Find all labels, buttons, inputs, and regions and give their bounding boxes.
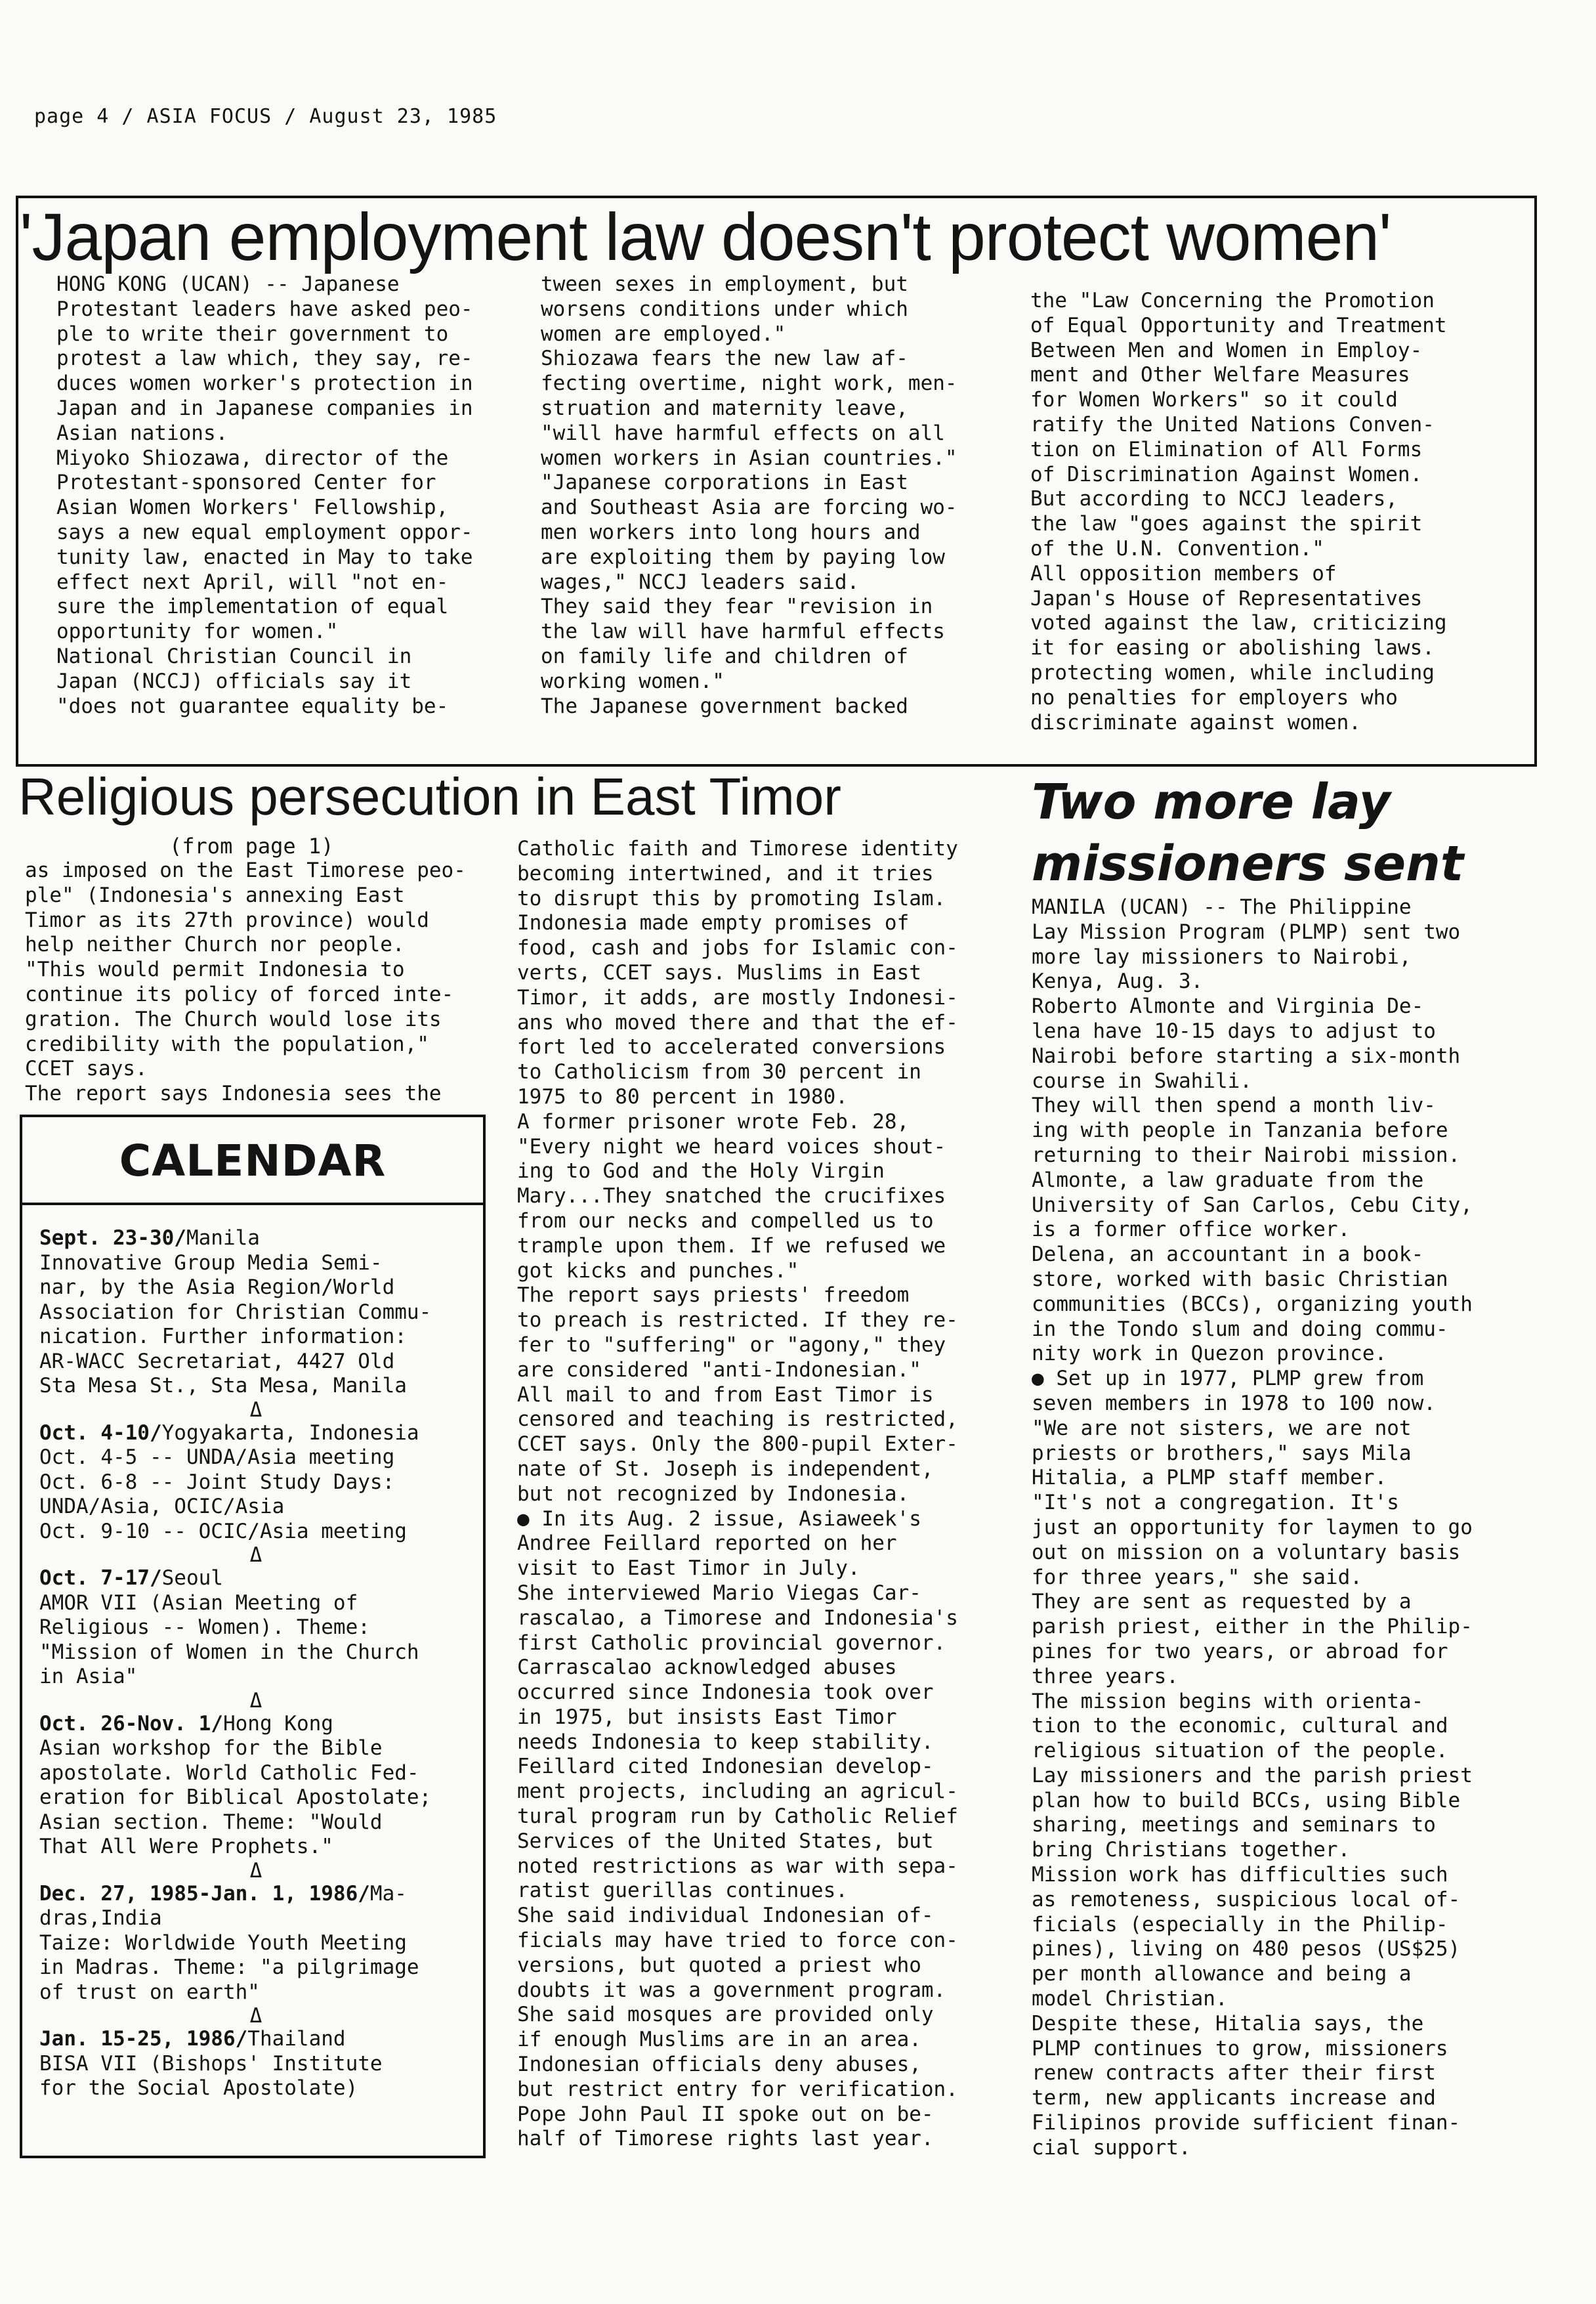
japan-article-headline: 'Japan employment law doesn't protect women' xyxy=(20,200,1391,274)
calendar-entry-date: Oct. 4-10/ xyxy=(39,1420,162,1445)
japan-article-column-1: HONG KONG (UCAN) -- Japanese Protestant leaders have asked peo- ple to write their government to protest a law which, they say, re- duces women worker's protection in Japan and in Japanese companies in Asian nations. Miyoko Shiozawa, director of the Protestant-sponsored Center for Asian Women Workers' Fellowship, says a new equal employment oppor- tunity law, enacted in May to take effect next April, will "not en- sure the implementation of equal opportunity for women." National Christian Council in Japan (NCCJ) officials say it "does not guarantee equality be- xyxy=(56,272,473,718)
calendar-separator: Δ xyxy=(249,2004,262,2028)
calendar-entry xyxy=(39,1882,472,2005)
east-timor-column-2: Catholic faith and Timorese identity becoming intertwined, and it tries to disrupt this by promoting Islam. Indonesia made empty promises of food, cash and jobs for Islamic con- verts, CCET says. Muslims in East Timor, it adds, are mostly Indonesi- ans who moved there and that the ef- fort led to accelerated conversions to Catholicism from 30 percent in 1975 to 80 percent in 1980. A former prisoner wrote Feb. 28, "Every night we heard voices shout- ing to God and the Holy Virgin Mary...They snatched the crucifixes from our necks and compelled us to trample upon them. If we refused we got kicks and punches." The report says priests' freedom to preach is restricted. If they re- fer to "suffering" or "agony," they are considered "anti-Indonesian." All mail to and from East Timor is censored and teaching is restricted, CCET says. Only the 800-pupil Exter- nate of St. Joseph is independent, but not recognized by Indonesia. ● In its Aug. 2 issue, Asiaweek's Andree Feillard reported on her visit to East Timor in July. She interviewed Mario Viegas Car- rascalao, a Timorese and Indonesia's first Catholic provincial governor. Carrascalao acknowledged abuses occurred since Indonesia took over in 1975, but insists East Timor needs Indonesia to keep stability. Feillard cited Indonesian develop- ment projects, including an agricul- tural program run by Catholic Relief Services of the United States, but noted restrictions as war with sepa- ratist guerillas continues. She said individual Indonesian of- ficials may have tried to force con- versions, but quoted a priest who doubts it was a government program. She said mosques are provided only if enough Muslims are in an area. Indonesian officials deny abuses, but restrict entry for verification. Pope John Paul II spoke out on be- half of Timorese rights last year. xyxy=(517,837,958,2151)
calendar-entry-text: Innovative Group Media Semi- nar, by the Asia Region/World Association for Christian Commu- nication. Further information: AR-WACC Secretariat, 4427 Old Sta Mesa St., Sta Mesa, Manila xyxy=(39,1250,432,1397)
east-timor-headline: Religious persecution in East Timor xyxy=(18,767,841,826)
calendar-entry xyxy=(39,1566,472,1690)
calendar-entries xyxy=(39,1226,472,2101)
calendar-entry-text: Asian workshop for the Bible apostolate. World Catholic Fed- eration for Biblical Apostolate; Asian section. Theme: "Would That All Were Prophets." xyxy=(39,1736,432,1858)
calendar-entry-place: Manila xyxy=(186,1226,260,1250)
calendar-entry xyxy=(39,1712,472,1860)
east-timor-column-1: as imposed on the East Timorese peo- ple" (Indonesia's annexing East Timor as its 27th province) would help neither Church nor people. "This would permit Indonesia to continue its policy of forced inte- gration. The Church would lose its credibility with the population," CCET says. The report says Indonesia sees the xyxy=(25,859,466,1106)
calendar-entry-text: Oct. 4-5 -- UNDA/Asia meeting Oct. 6-8 -- Joint Study Days: UNDA/Asia, OCIC/Asia Oct. 9-10 -- OCIC/Asia meeting xyxy=(39,1445,407,1543)
calendar-separator: Δ xyxy=(249,1688,262,1713)
calendar-entry-date: Oct. 7-17/ xyxy=(39,1566,162,1590)
calendar-entry-place: Thailand xyxy=(247,2027,346,2051)
calendar-entry-place: Hong Kong xyxy=(222,1711,333,1736)
page-header: page 4 / ASIA FOCUS / August 23, 1985 xyxy=(34,105,497,128)
calendar-title-rule xyxy=(20,1203,486,1205)
japan-article-column-3: the "Law Concerning the Promotion of Equal Opportunity and Treatment Between Men and Women in Employ- ment and Other Welfare Measures for Women Workers" so it could ratify the United Nations Conven- tion on Elimination of All Forms of Discrimination Against Women. But according to NCCJ leaders, the law "goes against the spirit of the U.N. Convention." All opposition members of Japan's House of Representatives voted against the law, criticizing it for easing or abolishing laws. protecting women, while including no penalties for employers who discriminate against women. xyxy=(1030,289,1447,735)
calendar-entry-date: Sept. 23-30/ xyxy=(39,1226,186,1250)
calendar-entry xyxy=(39,1226,472,1399)
lay-missioners-headline: Two more lay missioners sent xyxy=(1032,774,1464,892)
calendar-entry-place: Yogyakarta, Indonesia xyxy=(161,1420,419,1445)
calendar-entry-text: Taize: Worldwide Youth Meeting in Madras. Theme: "a pilgrimage of trust on earth" xyxy=(39,1931,419,2004)
calendar-entry-place: Seoul xyxy=(161,1566,223,1590)
calendar-entry-date: Jan. 15-25, 1986/ xyxy=(39,2027,248,2051)
calendar-entry-text: AMOR VII (Asian Meeting of Religious -- Women). Theme: "Mission of Women in the Church in Asia" xyxy=(39,1590,419,1688)
calendar-entry xyxy=(39,2027,472,2101)
calendar-separator: Δ xyxy=(249,1397,262,1422)
calendar-entry-date: Oct. 26-Nov. 1/ xyxy=(39,1711,223,1736)
calendar-title: CALENDAR xyxy=(119,1136,387,1186)
calendar-entry-place: Ma- dras,India xyxy=(39,1881,407,1930)
calendar-entry-date: Dec. 27, 1985-Jan. 1, 1986/ xyxy=(39,1881,370,1906)
calendar-separator: Δ xyxy=(249,1543,262,1567)
calendar-entry xyxy=(39,1421,472,1545)
japan-article-column-2: tween sexes in employment, but worsens conditions under which women are employed." Shiozawa fears the new law af- fecting overtime, night work, men- struation and maternity leave, "will have harmful effects on all women workers in Asian countries." "Japanese corporations in East and Southeast Asia are forcing wo- men workers into long hours and are exploiting them by paying low wages," NCCJ leaders said. They said they fear "revision in the law will have harmful effects on family life and children of working women." The Japanese government backed xyxy=(541,272,957,718)
from-page-note: (from page 1) xyxy=(169,834,334,859)
calendar-separator: Δ xyxy=(249,1858,262,1883)
calendar-entry-text: BISA VII (Bishops' Institute for the Social Apostolate) xyxy=(39,2051,383,2100)
lay-missioners-body: MANILA (UCAN) -- The Philippine Lay Mission Program (PLMP) sent two more lay missioners to Nairobi, Kenya, Aug. 3. Roberto Almonte and Virginia De- lena have 10-15 days to adjust to Nairobi before starting a six-month course in Swahili. They will then spend a month liv- ing with people in Tanzania before returning to their Nairobi mission. Almonte, a law graduate from the University of San Carlos, Cebu City, is a former office worker. Delena, an accountant in a book- store, worked with basic Christian communities (BCCs), organizing youth in the Tondo slum and doing commu- nity work in Quezon province. ● Set up in 1977, PLMP grew from seven members in 1978 to 100 now. "We are not sisters, we are not priests or brothers," says Mila Hitalia, a PLMP staff member. "It's not a congregation. It's just an opportunity for laymen to go out on mission on a voluntary basis for three years," she said. They are sent as requested by a parish priest, either in the Philip- pines for two years, or abroad for three years. The mission begins with orienta- tion to the economic, cultural and religious situation of the people. Lay missioners and the parish priest plan how to build BCCs, using Bible sharing, meetings and seminars to bring Christians together. Mission work has difficulties such as remoteness, suspicious local of- ficials (especially in the Philip- pines), living on 480 pesos (US$25) per month allowance and being a model Christian. Despite these, Hitalia says, the PLMP continues to grow, missioners renew contracts after their first term, new applicants increase and Filipinos provide sufficient finan- cial support. xyxy=(1032,895,1473,2160)
